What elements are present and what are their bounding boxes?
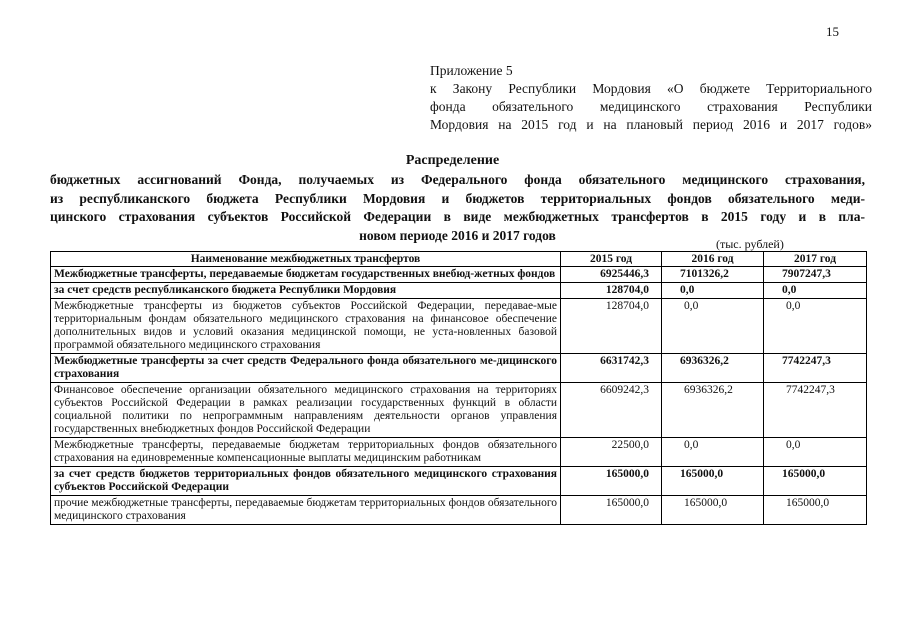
appendix-note — [430, 62, 872, 134]
units-label: (тыс. рублей) — [716, 237, 784, 251]
page-number: 15 — [826, 24, 839, 39]
row-value-2017: 0,0 — [764, 438, 867, 467]
table-row — [51, 299, 867, 354]
row-value-2016: 7101326,2 — [662, 267, 764, 283]
appendix-line-2: к Закону Республики Мордовия «О бюджете Территориального — [430, 81, 872, 96]
row-value-2016: 0,0 — [662, 299, 764, 354]
row-value-2016: 0,0 — [662, 438, 764, 467]
row-value-2017: 0,0 — [764, 283, 867, 299]
row-name: за счет средств республиканского бюджета Республики Мордовия — [51, 283, 561, 299]
row-name: Межбюджетные трансферты из бюджетов субъектов Российской Федерации, передавае-мые территориальным фондам обязательного медицинского страхования на финансовое обеспечение дополнительных видов и условий оказания медицинской помощи, не уста-новленных базовой программой обязательного медицинского страхования — [51, 299, 561, 354]
subtitle-line-3: цинского страхования субъектов Российской Федерации в виде межбюджетных трансфертов в 2015 году и в пла- — [50, 209, 865, 224]
row-value-2017: 0,0 — [764, 299, 867, 354]
table-row — [51, 383, 867, 438]
row-value-2016: 6936326,2 — [662, 354, 764, 383]
row-value-2017: 7742247,3 — [764, 383, 867, 438]
row-value-2015: 128704,0 — [561, 283, 662, 299]
row-name: Межбюджетные трансферты за счет средств Федерального фонда обязательного ме-дицинского страхования — [51, 354, 561, 383]
row-value-2016: 0,0 — [662, 283, 764, 299]
header-2017: 2017 год — [764, 252, 867, 267]
table-header-row — [51, 252, 867, 267]
row-value-2015: 6609242,3 — [561, 383, 662, 438]
row-name: за счет средств бюджетов территориальных фондов обязательного медицинского страхования субъектов Российской Федерации — [51, 467, 561, 496]
row-name: Межбюджетные трансферты, передаваемые бюджетам территориальных фондов обязательного страхования на единовременные компенсационные выплаты медицинским работникам — [51, 438, 561, 467]
row-value-2015: 128704,0 — [561, 299, 662, 354]
subtitle-line-4: новом периоде 2016 и 2017 годов — [359, 227, 556, 243]
row-value-2015: 6631742,3 — [561, 354, 662, 383]
row-value-2016: 6936326,2 — [662, 383, 764, 438]
row-value-2015: 165000,0 — [561, 467, 662, 496]
row-value-2017: 165000,0 — [764, 467, 867, 496]
subtitle-line-2: из республиканского бюджета Республики Мордовия и бюджетов территориальных фондов обязательного меди- — [50, 190, 865, 206]
row-value-2015: 22500,0 — [561, 438, 662, 467]
budget-table — [50, 251, 867, 525]
row-value-2017: 7907247,3 — [764, 267, 867, 283]
table-row — [51, 267, 867, 283]
row-name: прочие межбюджетные трансферты, передаваемые бюджетам территориальных фондов обязательного медицинского страхования — [51, 496, 561, 525]
appendix-line-3: фонда обязательного медицинского страхования Республики — [430, 99, 872, 114]
table-row — [51, 496, 867, 525]
row-value-2017: 7742247,3 — [764, 354, 867, 383]
row-name: Финансовое обеспечение организации обязательного медицинского страхования на территориях субъектов Российской Федерации в рамках реализации государственных функций в области социальной политики по непрограммным направлениям деятельности органов управления государственных внебюджетных фондов Российской Федерации — [51, 383, 561, 438]
header-2016: 2016 год — [662, 252, 764, 267]
row-name: Межбюджетные трансферты, передаваемые бюджетам государственных внебюд-жетных фондов — [51, 267, 561, 283]
subtitle-line-1: бюджетных ассигнований Фонда, получаемых из Федерального фонда обязательного медицинского страхования, — [50, 172, 865, 187]
row-value-2016: 165000,0 — [662, 496, 764, 525]
table-row — [51, 438, 867, 467]
document-subtitle — [50, 171, 865, 245]
table-row — [51, 354, 867, 383]
row-value-2017: 165000,0 — [764, 496, 867, 525]
row-value-2016: 165000,0 — [662, 467, 764, 496]
appendix-line-4: Мордовия на 2015 год и на плановый период 2016 и 2017 годов» — [430, 117, 872, 132]
row-value-2015: 6925446,3 — [561, 267, 662, 283]
table-row — [51, 283, 867, 299]
document-heading: Распределение — [405, 153, 500, 168]
header-name: Наименование межбюджетных трансфертов — [51, 252, 561, 267]
header-2015: 2015 год — [561, 252, 662, 267]
row-value-2015: 165000,0 — [561, 496, 662, 525]
appendix-line-1: Приложение 5 — [430, 63, 513, 78]
table-row — [51, 467, 867, 496]
